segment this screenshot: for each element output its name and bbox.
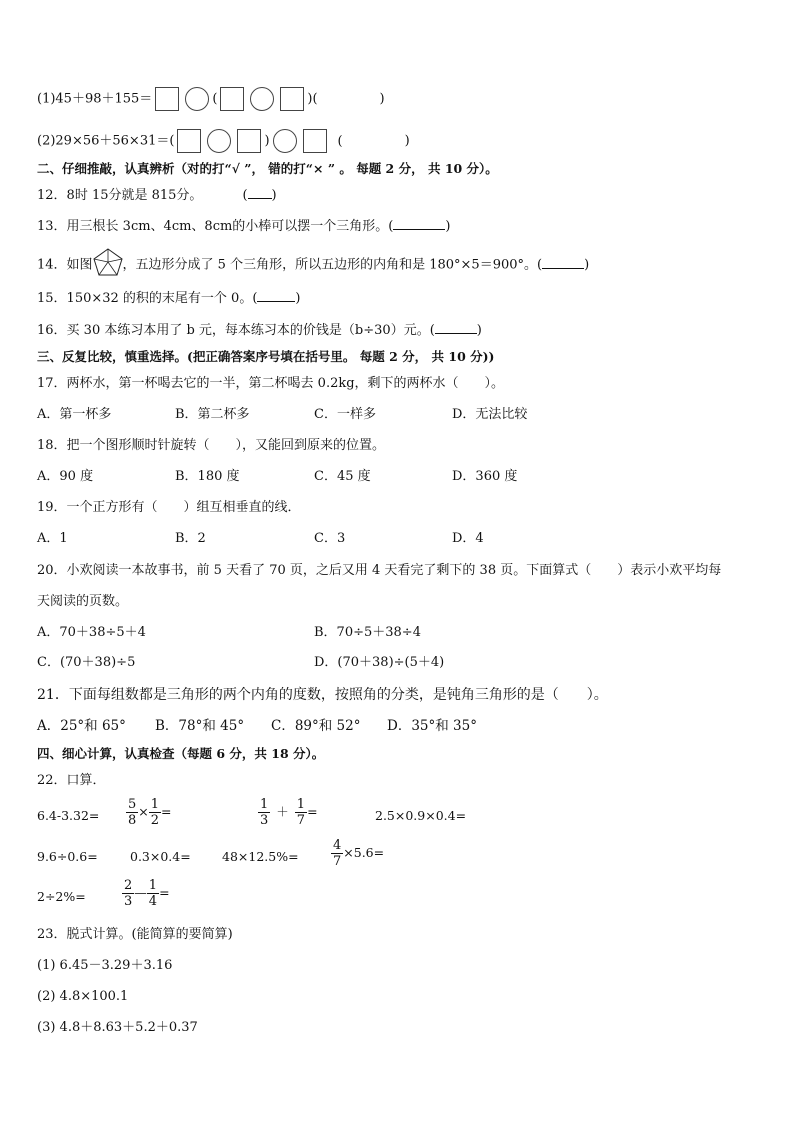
question-23-title: 23．脱式计算。(能简算的要简算) [37,927,233,942]
answer-box[interactable] [280,87,304,111]
option-a[interactable]: A．25°和 65° [37,718,126,734]
section-3-title: 三、反复比较，慎重选择。(把正确答案序号填在括号里。 每题 2 分， 共 10 分)) [37,349,495,364]
option-c[interactable]: C．(70＋38)÷5 [37,655,136,670]
option-a[interactable]: A．第一杯多 [37,407,112,422]
answer-box[interactable] [177,129,201,153]
calc-problem-3: (3) 4.8＋8.63＋5.2＋0.37 [37,1020,198,1035]
option-a[interactable]: A．90 度 [37,469,94,484]
q11-line-2: (2)29×56＋56×31＝( ) ( ) [37,129,410,153]
answer-box[interactable] [237,129,261,153]
answer-blank[interactable] [542,268,584,269]
q11-line-1: (1)45＋98＋155＝ ( )( ) [37,87,385,111]
option-b[interactable]: B．2 [175,531,206,546]
option-d[interactable]: D．(70＋38)÷(5＋4) [314,655,445,670]
question-20-line-2: 天阅读的页数。 [37,594,129,609]
question-14: 14．如图 ，五边形分成了 5 个三角形，所以五边形的内角和是 180°×5＝900°。( ) [37,254,589,276]
option-d[interactable]: D．4 [452,531,484,546]
option-d[interactable]: D．35°和 35° [387,718,477,734]
question-19: 19．一个正方形有（ ）组互相垂直的线． [37,500,301,515]
calc-item-fraction: $\frac{5}{8}$ × $\frac{1}{2}$ = [128,797,172,828]
calc-item: 9.6÷0.6= [37,849,98,864]
option-c[interactable]: C．一样多 [314,407,376,422]
section-2-title: 二、仔细推敲，认真辨析（对的打“√ ”， 错的打“× ” 。 每题 2 分， 共 10 分）。 [37,161,498,176]
answer-blank[interactable] [248,198,272,199]
option-b[interactable]: B．78°和 45° [155,718,245,734]
answer-blank[interactable] [435,333,477,334]
operator-circle[interactable] [273,129,297,153]
question-18: 18．把一个图形顺时针旋转（ ），又能回到原来的位置。 [37,438,386,453]
pentagon-figure [93,248,123,276]
question-13: 13．用三根长 3cm、4cm、8cm的小棒可以摆一个三角形。( ) [37,219,451,234]
answer-box[interactable] [220,87,244,111]
answer-box[interactable] [155,87,179,111]
operator-circle[interactable] [185,87,209,111]
option-b[interactable]: B．第二杯多 [175,407,250,422]
question-15: 15．150×32 的积的末尾有一个 0。( ) [37,291,301,306]
option-c[interactable]: C．3 [314,531,346,546]
calc-item-fraction: $\frac{2}{3}$ — $\frac{1}{4}$ = [124,878,170,909]
calc-item: 2.5×0.9×0.4= [375,808,467,823]
answer-box[interactable] [303,129,327,153]
question-22-title: 22．口算． [37,773,106,788]
answer-blank[interactable] [393,229,445,230]
calc-problem-2: (2) 4.8×100.1 [37,989,129,1004]
option-c[interactable]: C．89°和 52° [271,718,361,734]
operator-circle[interactable] [250,87,274,111]
question-20-line-1: 20．小欢阅读一本故事书，前 5 天看了 70 页，之后又用 4 天看完了剩下的 38 页。下面算式（ ）表示小欢平均每 [37,563,722,578]
option-c[interactable]: C．45 度 [314,469,371,484]
question-12: 12．8时 15分就是 815分。 ( ) [37,188,277,203]
calc-item-fraction: $\frac{4}{7}$ ×5.6= [333,838,385,869]
option-d[interactable]: D．无法比较 [452,407,528,422]
option-a[interactable]: A．70＋38÷5＋4 [37,625,146,640]
answer-blank[interactable] [257,301,295,302]
question-21: 21．下面每组数都是三角形的两个内角的度数，按照角的分类，是钝角三角形的是（ ）。 [37,687,608,703]
calc-item: 48×12.5%= [222,849,299,864]
question-16: 16．买 30 本练习本用了 b 元，每本练习本的价钱是（b÷30）元。( ) [37,323,482,338]
option-b[interactable]: B．180 度 [175,469,240,484]
question-17: 17．两杯水，第一杯喝去它的一半，第二杯喝去 0.2kg，剩下的两杯水（ ）。 [37,376,505,391]
option-a[interactable]: A．1 [37,531,68,546]
calc-item: 0.3×0.4= [130,849,191,864]
calc-item: 6.4-3.32= [37,808,100,823]
section-4-title: 四、细心计算，认真检查（每题 6 分，共 18 分）。 [37,746,325,761]
operator-circle[interactable] [207,129,231,153]
calc-item-fraction: $\frac{1}{3}$ ＋ $\frac{1}{7}$ = [260,797,318,828]
calc-problem-1: (1) 6.45－3.29＋3.16 [37,958,173,973]
option-d[interactable]: D．360 度 [452,469,518,484]
calc-item: 2÷2%= [37,889,86,904]
option-b[interactable]: B．70÷5＋38÷4 [314,625,421,640]
